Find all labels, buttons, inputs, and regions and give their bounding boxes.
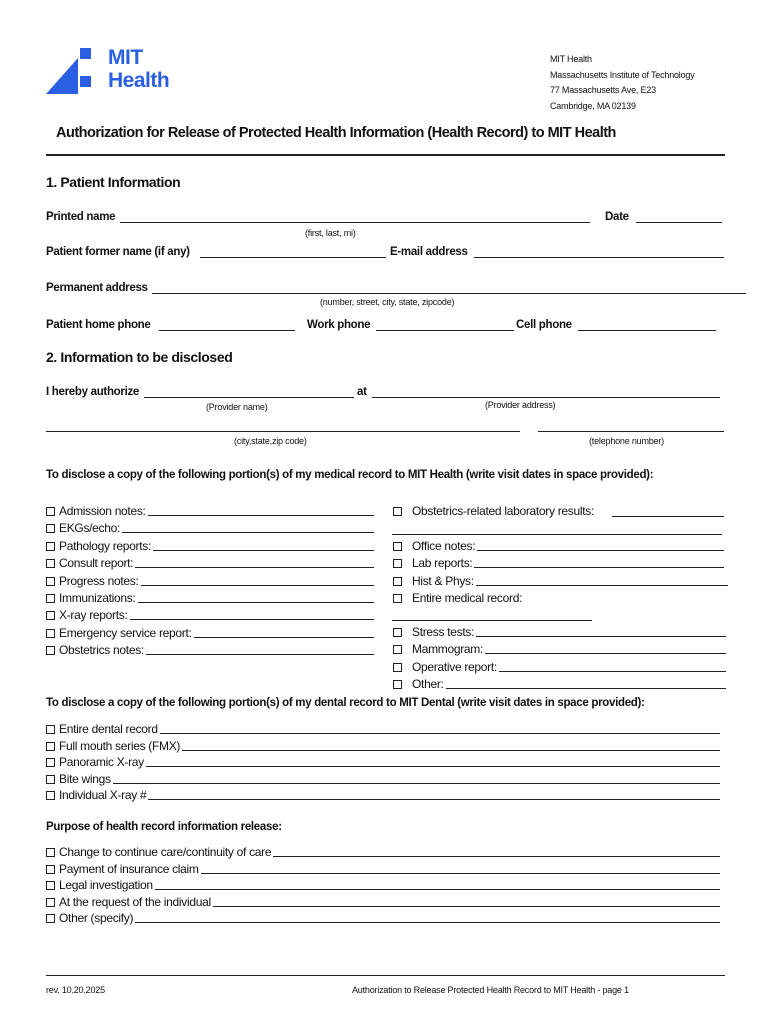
former-name-label: Patient former name (if any): [46, 246, 190, 258]
checklist-item-field[interactable]: [130, 619, 375, 620]
medical-intro: To disclose a copy of the following portion(s) of my medical record to MIT Health (write visit dates in space provided):: [46, 469, 654, 481]
email-label: E-mail address: [390, 246, 468, 258]
checklist-item-field[interactable]: [122, 532, 374, 533]
checklist-item-field[interactable]: [141, 585, 374, 586]
checklist-item-label: Operative report:: [412, 659, 497, 674]
dental-intro: To disclose a copy of the following portion(s) of my dental record to MIT Dental (write visit dates in space provided):: [46, 697, 645, 709]
title-rule: [46, 154, 725, 156]
authorize-label: I hereby authorize: [46, 386, 140, 398]
medical-right-extra-field[interactable]: [392, 534, 722, 535]
checklist-item-label: Mammogram:: [412, 642, 484, 657]
checklist-item-label: Entire dental record: [59, 722, 158, 736]
provider-address-field[interactable]: [372, 397, 720, 398]
work-phone-label: Work phone: [307, 319, 371, 331]
checkbox-icon[interactable]: [46, 507, 55, 516]
checklist-item-label: X-ray reports:: [59, 608, 128, 623]
section1-heading: 1. Patient Information: [46, 174, 181, 190]
medical-right-item[interactable]: Obstetrics-related laboratory results:: [393, 504, 594, 518]
checklist-item-label: Entire medical record:: [412, 591, 523, 606]
checklist-item-field[interactable]: [474, 567, 724, 568]
date-field[interactable]: [636, 222, 722, 223]
checklist-item-label: Legal investigation: [59, 878, 153, 892]
checklist-item[interactable]: [46, 739, 180, 753]
checkbox-icon[interactable]: [46, 914, 55, 923]
checklist-item-label: Pathology reports:: [59, 538, 151, 553]
checklist-item-label: Panoramic X-ray: [59, 755, 144, 769]
perm-address-label: Permanent address: [46, 282, 148, 294]
checklist-item[interactable]: [393, 574, 474, 588]
checkbox-icon[interactable]: [46, 775, 55, 784]
checklist-item-label: Stress tests:: [412, 625, 475, 639]
checkbox-icon[interactable]: [393, 663, 402, 672]
checklist-item-label: Other:: [412, 677, 444, 692]
checklist-item-field[interactable]: [485, 653, 726, 654]
checklist-item-field[interactable]: [146, 654, 374, 655]
checklist-item-field[interactable]: [477, 550, 724, 551]
checkbox-icon[interactable]: [393, 680, 402, 689]
checklist-item-field[interactable]: [201, 873, 720, 874]
checklist-item[interactable]: [46, 895, 211, 909]
checklist-item[interactable]: [46, 862, 199, 876]
provider-name-hint: (Provider name): [206, 402, 268, 412]
checklist-item[interactable]: [46, 845, 271, 859]
checkbox-icon[interactable]: [46, 791, 55, 800]
city-hint: (city,state,zip code): [234, 436, 307, 446]
checklist-item[interactable]: [46, 556, 133, 570]
page-title: Authorization for Release of Protected Health Information (Health Record) to MIT Health: [56, 125, 616, 141]
checkbox-icon[interactable]: [46, 611, 55, 620]
checklist-item[interactable]: [393, 642, 483, 656]
footer-rev: rev. 10.20.2025: [46, 985, 105, 995]
checklist-item[interactable]: [393, 660, 497, 674]
checklist-item[interactable]: [393, 625, 474, 639]
checkbox-icon[interactable]: [46, 758, 55, 767]
checklist-item[interactable]: [46, 539, 151, 553]
checklist-item-label: Emergency service report:: [59, 625, 192, 640]
checklist-item[interactable]: [46, 521, 120, 535]
checklist-item-label: EKGs/echo:: [59, 521, 121, 536]
purpose-heading: Purpose of health record information release:: [46, 821, 282, 833]
checklist-item-field[interactable]: [138, 602, 375, 603]
checklist-item[interactable]: [46, 643, 144, 657]
address-line-2: Massachusetts Institute of Technology: [550, 70, 695, 80]
mit-health-logo: [46, 48, 186, 94]
checklist-item[interactable]: [46, 772, 111, 786]
checklist-item-field[interactable]: [160, 733, 720, 734]
checklist-item-label: Hist & Phys:: [412, 573, 474, 588]
checklist-item-field[interactable]: [213, 906, 720, 907]
checklist-item-field[interactable]: [135, 922, 720, 923]
checklist-item[interactable]: [393, 539, 475, 553]
checklist-item-label: Lab reports:: [412, 556, 473, 571]
cell-phone-label: Cell phone: [516, 319, 572, 331]
phone-hint: (telephone number): [589, 436, 664, 446]
logo-text-health: Health: [108, 69, 170, 92]
checklist-item-field[interactable]: [194, 637, 374, 638]
footer-page: Authorization to Release Protected Health Record to MIT Health - page 1: [352, 985, 629, 995]
checklist-item-label: Admission notes:: [59, 504, 146, 518]
printed-name-hint: (first, last, mi): [305, 228, 356, 238]
work-phone-field[interactable]: [376, 330, 514, 331]
address-line-3: 77 Massachusetts Ave, E23: [550, 85, 656, 95]
checkbox-icon[interactable]: [46, 646, 55, 655]
checkbox-icon[interactable]: [46, 524, 55, 533]
printed-name-field[interactable]: [120, 222, 590, 223]
checkbox-icon[interactable]: [393, 577, 402, 586]
checklist-item[interactable]: [46, 911, 133, 925]
provider-phone-field[interactable]: [538, 431, 724, 432]
provider-address-hint: (Provider address): [485, 400, 556, 410]
checkbox-icon[interactable]: [46, 559, 55, 568]
cell-phone-field[interactable]: [578, 330, 716, 331]
checkbox-icon[interactable]: [46, 594, 55, 603]
checklist-item-field[interactable]: [499, 671, 726, 672]
checkbox-icon[interactable]: [46, 629, 55, 638]
provider-name-field[interactable]: [144, 397, 354, 398]
checklist-item[interactable]: [393, 677, 444, 691]
checklist-item-label: Obstetrics notes:: [59, 643, 144, 658]
checklist-item-field[interactable]: [148, 515, 374, 516]
checklist-item-field[interactable]: [446, 688, 726, 689]
checkbox-icon[interactable]: [46, 881, 55, 890]
perm-address-hint: (number, street, city, state, zipcode): [320, 297, 455, 307]
home-phone-label: Patient home phone: [46, 319, 151, 331]
checkbox-icon[interactable]: [46, 725, 55, 734]
checklist-item[interactable]: [46, 788, 146, 802]
checklist-item[interactable]: [46, 591, 136, 605]
checklist-item-label: At the request of the individual: [59, 894, 211, 909]
checkbox-icon[interactable]: [393, 628, 402, 637]
checklist-item-label: Other (specify): [59, 911, 134, 925]
checklist-item-field[interactable]: [155, 889, 720, 890]
checklist-item-label: Full mouth series (FMX): [59, 738, 181, 753]
footer-rule: [46, 975, 725, 976]
logo-mark-icon: [46, 48, 92, 94]
checklist-item-field[interactable]: [476, 585, 728, 586]
checklist-item-label: Office notes:: [412, 539, 476, 553]
checkbox-icon[interactable]: [46, 577, 55, 586]
former-name-field[interactable]: [200, 257, 386, 258]
checklist-item[interactable]: [46, 504, 146, 518]
checkbox-icon[interactable]: [393, 559, 402, 568]
perm-address-field[interactable]: [152, 293, 746, 294]
checklist-item[interactable]: [46, 608, 128, 622]
medical-right-extra-field[interactable]: [392, 620, 592, 621]
checklist-item[interactable]: [393, 556, 472, 570]
checklist-item[interactable]: [46, 626, 192, 640]
checklist-item[interactable]: [46, 574, 139, 588]
checklist-item[interactable]: [46, 755, 144, 769]
checkbox-icon[interactable]: [46, 848, 55, 857]
medical-right-field[interactable]: [612, 516, 724, 517]
checkbox-icon[interactable]: [393, 645, 402, 654]
checklist-item[interactable]: [393, 591, 522, 605]
checklist-item-label: Immunizations:: [59, 591, 136, 605]
checklist-item-label: Progress notes:: [59, 573, 139, 588]
at-label: at: [357, 386, 367, 398]
checkbox-icon[interactable]: [46, 542, 55, 551]
section2-heading: 2. Information to be disclosed: [46, 349, 233, 365]
checkbox-icon[interactable]: [46, 898, 55, 907]
checklist-item[interactable]: [46, 722, 158, 736]
date-label: Date: [605, 211, 629, 223]
checklist-item-label: Consult report:: [59, 556, 134, 571]
checklist-item-field[interactable]: [113, 783, 720, 784]
checklist-item-field[interactable]: [153, 550, 374, 551]
logo-text-mit: MIT: [108, 46, 143, 69]
checklist-item-field[interactable]: [146, 766, 720, 767]
checkbox-icon[interactable]: [46, 865, 55, 874]
checkbox-icon[interactable]: [393, 594, 402, 603]
checkbox-icon[interactable]: [46, 742, 55, 751]
home-phone-field[interactable]: [159, 330, 295, 331]
address-line-1: MIT Health: [550, 54, 592, 64]
checklist-item-label: Individual X-ray #: [59, 788, 147, 802]
checkbox-icon[interactable]: [393, 507, 402, 516]
checklist-item-field[interactable]: [273, 856, 720, 857]
checklist-item-label: Payment of insurance claim: [59, 861, 199, 876]
checklist-item-label: Bite wings: [59, 771, 111, 786]
checkbox-icon[interactable]: [393, 542, 402, 551]
checklist-item-field[interactable]: [148, 799, 720, 800]
address-line-4: Cambridge, MA 02139: [550, 101, 636, 111]
checklist-item-field[interactable]: [182, 750, 720, 751]
provider-city-field[interactable]: [46, 431, 520, 432]
checklist-item-field[interactable]: [135, 567, 374, 568]
checklist-item-label: Change to continue care/continuity of care: [59, 845, 272, 859]
email-field[interactable]: [474, 257, 724, 258]
printed-name-label: Printed name: [46, 211, 116, 223]
checklist-item-field[interactable]: [476, 636, 726, 637]
checklist-item[interactable]: [46, 878, 153, 892]
